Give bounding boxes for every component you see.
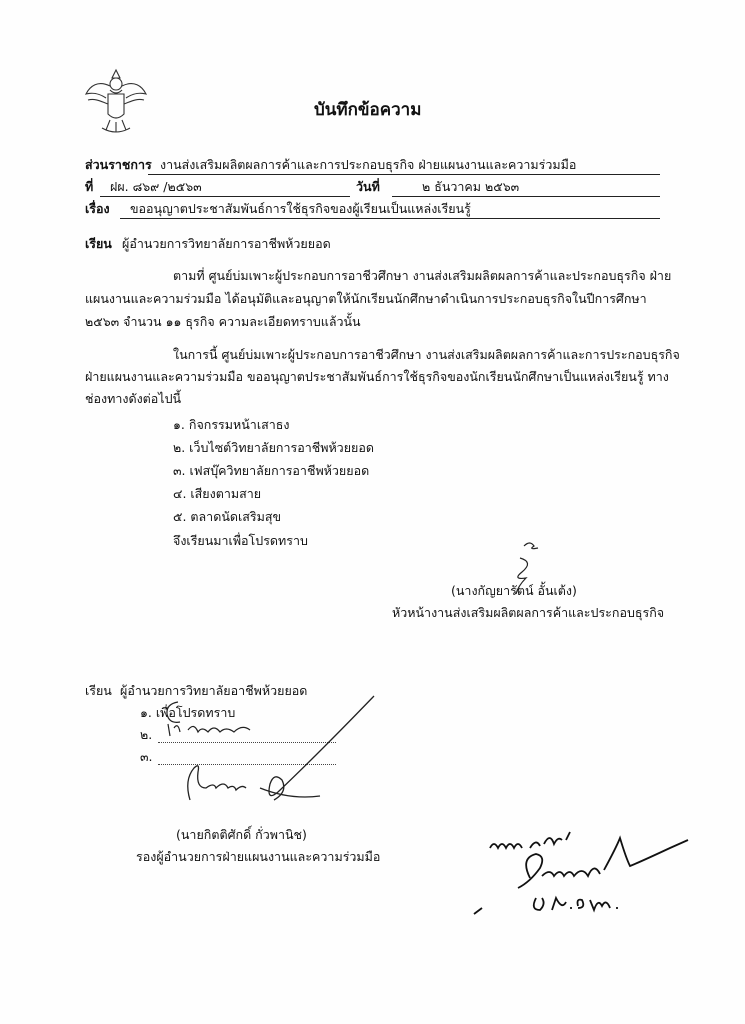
list-item: ๔. เสียงตามสาย [173, 486, 262, 501]
endorse-value: ผู้อำนวยการวิทยาลัยอาชีพห้วยยอด [120, 683, 308, 698]
endorse-line1: ๑. เพื่อโปรดทราบ [140, 705, 236, 720]
endorse-line3: ๓. [140, 749, 153, 764]
director-handwritten-approval [470, 818, 700, 918]
agency-label: ส่วนราชการ [85, 157, 152, 172]
signer1-position: หัวหน้างานส่งเสริมผลิตผลการค้าและประกอบธุรกิจ [392, 605, 665, 620]
agency-underline [148, 174, 660, 175]
ref-value: ฝผ. ๘๖๙ /๒๕๖๓ [110, 179, 202, 194]
addressee-label: เรียน [85, 236, 112, 251]
p1-line1: ตามที่ ศูนย์บ่มเพาะผู้ประกอบการอาชีวศึกษา งานส่งเสริมผลิตผลการค้าและประกอบธุรกิจ ฝ่าย [173, 268, 672, 283]
subject-label: เรื่อง [85, 201, 110, 216]
p2-line1: ในการนี้ ศูนย์บ่มเพาะผู้ประกอบการอาชีวศึกษา งานส่งเสริมผลิตผลการค้าและการประกอบธุรกิจ [173, 347, 680, 362]
ref-underline [100, 196, 350, 197]
date-label: วันที่ [356, 179, 380, 194]
list-item: ๕. ตลาดนัดเสริมสุข [173, 509, 282, 524]
garuda-seal-icon [84, 64, 148, 136]
signer1-name: (นางกัญยารัตน์ อั้นเต้ง) [451, 583, 577, 598]
endorse-signer-position: รองผู้อำนวยการฝ่ายแผนงานและความร่วมมือ [136, 849, 381, 864]
memo-title: บันทึกข้อความ [314, 100, 422, 120]
addressee-value: ผู้อำนวยการวิทยาลัยการอาชีพห้วยยอด [122, 236, 331, 251]
signature-2 [170, 692, 380, 812]
subject-value: ขออนุญาตประชาสัมพันธ์การใช้ธุรกิจของผู้เรียนเป็นแหล่งเรียนรู้ [130, 201, 471, 216]
endorse-line2: ๒. [140, 727, 153, 742]
ref-label: ที่ [85, 179, 94, 194]
date-value: ๒ ธันวาคม ๒๕๖๓ [422, 179, 520, 194]
list-item: ๒. เว็บไซต์วิทยาลัยการอาชีพห้วยยอด [173, 440, 374, 455]
list-item: ๓. เฟสบุ๊ควิทยาลัยการอาชีพห้วยยอด [173, 463, 370, 478]
p1-line2: แผนงานและความร่วมมือ ได้อนุมัติและอนุญาตให้นักเรียนนักศึกษาดำเนินการประกอบธุรกิจในปีการศึกษา [85, 291, 647, 306]
endorse-signer-name: (นายกิตติศักดิ์ กั่วพานิช) [176, 827, 307, 842]
agency-value: งานส่งเสริมผลิตผลการค้าและการประกอบธุรกิจ ฝ่ายแผนงานและความร่วมมือ [160, 157, 577, 172]
closing-line: จึงเรียนมาเพื่อโปรดทราบ [173, 533, 308, 548]
p2-line2: ฝ่ายแผนงานและความร่วมมือ ขออนุญาตประชาสัมพันธ์การใช้ธุรกิจของนักเรียนนักศึกษาเป็นแหล่งเรียนรู้ ทาง [85, 369, 669, 384]
p2-line3: ช่องทางดังต่อไปนี้ [85, 391, 182, 406]
date-underline [392, 196, 660, 197]
p1-line3: ๒๕๖๓ จำนวน ๑๑ ธุรกิจ ความละเอียดทราบแล้วนั้น [85, 314, 361, 329]
subject-underline [120, 218, 660, 219]
list-item: ๑. กิจกรรมหน้าเสาธง [173, 417, 290, 432]
endorse-label: เรียน [85, 683, 112, 698]
